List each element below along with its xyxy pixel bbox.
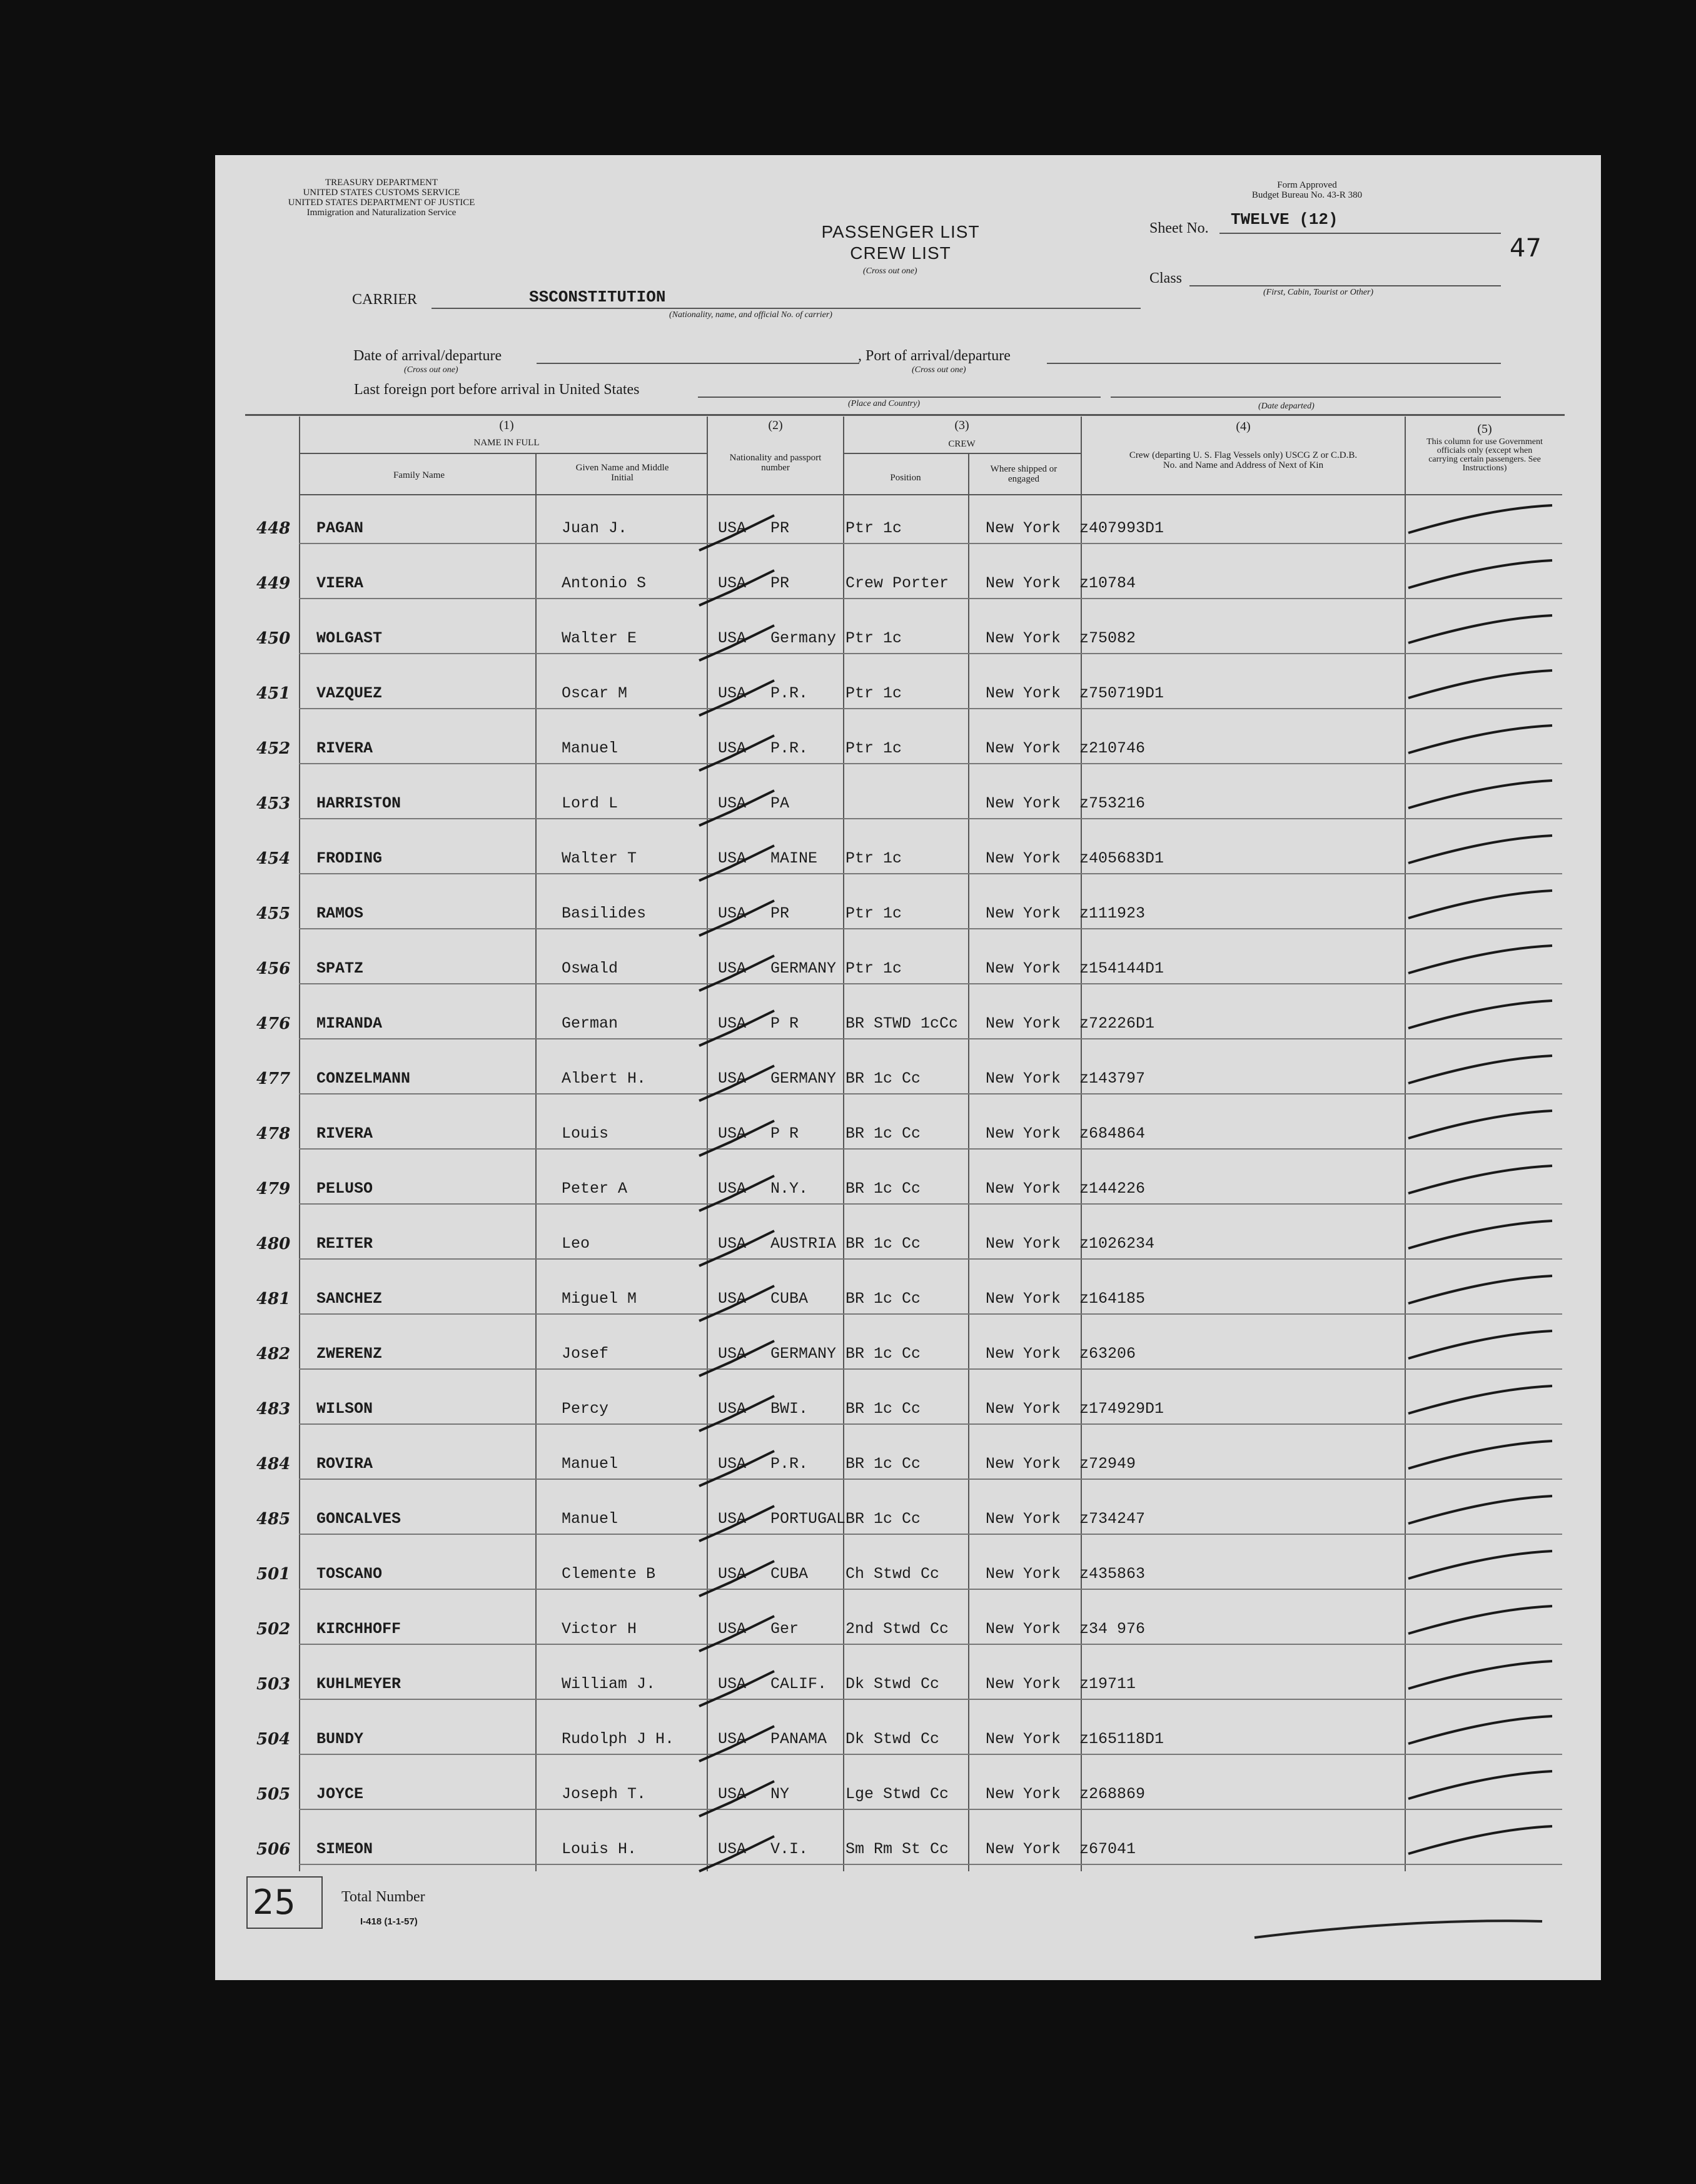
row-number: 504 [256, 1730, 291, 1749]
family-name: JOYCE [316, 1785, 364, 1803]
col5-number: (5) [1477, 422, 1492, 436]
passport-place: PA [770, 794, 790, 812]
given-name: Louis H. [562, 1840, 637, 1858]
row-rule [299, 1864, 1562, 1865]
col-divider-gov [1405, 417, 1406, 1871]
given-name: William J. [562, 1675, 656, 1693]
passport-place: MAINE [770, 849, 818, 867]
z-number: z210746 [1079, 739, 1146, 757]
col1-number: (1) [499, 418, 514, 432]
where-engaged: New York [986, 1125, 1061, 1143]
last-port-label: Last foreign port before arrival in United States [354, 382, 640, 398]
where-engaged: New York [986, 1785, 1061, 1803]
z-number: z154144D1 [1079, 959, 1164, 978]
nationality: USA [718, 1180, 747, 1198]
given-name: Josef [562, 1345, 609, 1363]
family-name: PELUSO [316, 1180, 373, 1198]
passport-place: PANAMA [770, 1730, 827, 1748]
position: BR 1c Cc [845, 1400, 921, 1418]
family-name: KUHLMEYER [316, 1675, 401, 1693]
row-rule [299, 818, 1562, 819]
family-name: RAMOS [316, 904, 364, 923]
family-name: PAGAN [316, 519, 364, 537]
table-top-rule [245, 414, 1565, 416]
z-number: z143797 [1079, 1069, 1146, 1088]
row-number: 448 [256, 519, 291, 538]
row-rule [299, 1644, 1562, 1645]
passport-place: Ger [770, 1620, 799, 1638]
passport-place: NY [770, 1785, 790, 1803]
family-name: GONCALVES [316, 1510, 401, 1528]
row-rule [299, 1093, 1562, 1095]
nationality: USA [718, 1069, 747, 1088]
family-name: CONZELMANN [316, 1069, 411, 1088]
z-number: z734247 [1079, 1510, 1146, 1528]
col-where-header: Where shipped or engaged [990, 464, 1057, 484]
row-number: 476 [256, 1014, 291, 1033]
where-engaged: New York [986, 1620, 1061, 1638]
position: Ch Stwd Cc [845, 1565, 940, 1583]
z-number: z19711 [1079, 1675, 1136, 1693]
row-number: 480 [256, 1235, 291, 1253]
row-rule [299, 543, 1562, 544]
z-number: z684864 [1079, 1125, 1146, 1143]
passport-place: BWI. [770, 1400, 809, 1418]
form-id: I-418 (1-1-57) [360, 1916, 418, 1927]
where-engaged: New York [986, 849, 1061, 867]
position: Sm Rm St Cc [845, 1840, 949, 1858]
col-divider-pos [843, 417, 844, 1871]
where-engaged: New York [986, 1675, 1061, 1693]
passport-place: N.Y. [770, 1180, 809, 1198]
nationality: USA [718, 1840, 747, 1858]
position: Ptr 1c [845, 519, 902, 537]
row-number: 501 [256, 1565, 291, 1584]
given-name: Walter E [562, 629, 637, 647]
nationality: USA [718, 1510, 747, 1528]
nationality: USA [718, 684, 747, 702]
row-rule [299, 1258, 1562, 1260]
dept-line-2: UNITED STATES CUSTOMS SERVICE [303, 188, 460, 198]
nationality: USA [718, 1235, 747, 1253]
z-number: z67041 [1079, 1840, 1136, 1858]
z-number: z405683D1 [1079, 849, 1164, 867]
nationality: USA [718, 519, 747, 537]
nationality: USA [718, 794, 747, 812]
col2-number: (2) [768, 418, 783, 432]
family-name: TOSCANO [316, 1565, 383, 1583]
date-departed-hint: (Date departed) [1258, 402, 1315, 411]
nationality: USA [718, 1014, 747, 1033]
col-divider-where [968, 454, 969, 1871]
where-engaged: New York [986, 1510, 1061, 1528]
row-rule [299, 763, 1562, 764]
row-number: 485 [256, 1510, 291, 1529]
row-number: 478 [256, 1125, 291, 1143]
passport-place: PR [770, 904, 790, 923]
class-label: Class [1149, 270, 1183, 286]
subhead-rule-3 [843, 453, 1081, 454]
row-number: 481 [256, 1290, 291, 1308]
row-number: 454 [256, 849, 291, 868]
z-number: z72226D1 [1079, 1014, 1155, 1033]
row-rule [299, 1148, 1562, 1150]
col-given-header: Given Name and Middle Initial [575, 463, 669, 483]
passport-place: PR [770, 519, 790, 537]
sheet-underline [1219, 233, 1501, 234]
row-number: 450 [256, 629, 291, 648]
given-name: Rudolph J H. [562, 1730, 675, 1748]
family-name: SIMEON [316, 1840, 373, 1858]
nationality: USA [718, 574, 747, 592]
carrier-value: SSCONSTITUTION [529, 288, 666, 306]
department-heading [250, 178, 513, 218]
position: BR 1c Cc [845, 1345, 921, 1363]
where-engaged: New York [986, 519, 1061, 537]
row-rule [299, 598, 1562, 599]
title-crew-list: CREW LIST [850, 243, 951, 263]
passport-place: GERMANY [770, 959, 837, 978]
given-name: Clemente B [562, 1565, 656, 1583]
row-rule [299, 1313, 1562, 1315]
nationality: USA [718, 904, 747, 923]
row-number: 449 [256, 574, 291, 593]
passport-place: P.R. [770, 739, 809, 757]
nationality: USA [718, 1675, 747, 1693]
where-engaged: New York [986, 1400, 1061, 1418]
page-number: 47 [1510, 234, 1542, 263]
z-number: z164185 [1079, 1290, 1146, 1308]
row-number: 484 [256, 1455, 291, 1474]
row-rule [299, 1534, 1562, 1535]
last-port-underline [698, 397, 1101, 398]
given-name: Louis [562, 1125, 609, 1143]
carrier-underline [432, 308, 1141, 309]
nationality: USA [718, 1620, 747, 1638]
position: BR 1c Cc [845, 1180, 921, 1198]
title-passenger-list: PASSENGER LIST [821, 222, 980, 241]
z-number: z10784 [1079, 574, 1136, 592]
row-rule [299, 873, 1562, 874]
where-engaged: New York [986, 739, 1061, 757]
row-number: 502 [256, 1620, 291, 1639]
col-divider-nat [707, 417, 708, 1871]
col-family-header: Family Name [393, 470, 445, 480]
passport-place: CALIF. [770, 1675, 827, 1693]
position: Ptr 1c [845, 629, 902, 647]
position: BR 1c Cc [845, 1235, 921, 1253]
given-name: Leo [562, 1235, 590, 1253]
header-bottom-rule [299, 494, 1562, 495]
family-name: KIRCHHOFF [316, 1620, 401, 1638]
family-name: WILSON [316, 1400, 373, 1418]
where-engaged: New York [986, 794, 1061, 812]
passport-place: P R [770, 1014, 799, 1033]
class-hint: (First, Cabin, Tourist or Other) [1263, 288, 1374, 297]
passport-place: CUBA [770, 1290, 809, 1308]
dept-line-3: UNITED STATES DEPARTMENT OF JUSTICE [288, 198, 475, 208]
given-name: Walter T [562, 849, 637, 867]
row-rule [299, 1589, 1562, 1590]
where-engaged: New York [986, 1455, 1061, 1473]
given-name: German [562, 1014, 618, 1033]
family-name: VAZQUEZ [316, 684, 383, 702]
family-name: ROVIRA [316, 1455, 373, 1473]
family-name: MIRANDA [316, 1014, 383, 1033]
given-name: Albert H. [562, 1069, 647, 1088]
where-engaged: New York [986, 684, 1061, 702]
z-number: z174929D1 [1079, 1400, 1164, 1418]
z-number: z34 976 [1079, 1620, 1146, 1638]
given-name: Manuel [562, 739, 618, 757]
row-rule [299, 1809, 1562, 1810]
nationality: USA [718, 1125, 747, 1143]
z-number: z1026234 [1079, 1235, 1155, 1253]
row-rule [299, 1754, 1562, 1755]
family-name: SPATZ [316, 959, 364, 978]
position: Dk Stwd Cc [845, 1675, 940, 1693]
nationality: USA [718, 1345, 747, 1363]
where-engaged: New York [986, 1730, 1061, 1748]
given-name: Percy [562, 1400, 609, 1418]
class-underline [1189, 285, 1501, 286]
position: BR 1c Cc [845, 1069, 921, 1088]
z-number: z75082 [1079, 629, 1136, 647]
given-name: Oscar M [562, 684, 628, 702]
col1-title: NAME IN FULL [473, 438, 540, 448]
z-number: z63206 [1079, 1345, 1136, 1363]
col-divider-left [299, 417, 300, 1871]
col4-title: Crew (departing U. S. Flag Vessels only) USCG Z or C.D.B. No. and Name and Address of Next of Kin [1129, 450, 1358, 470]
row-number: 452 [256, 739, 291, 758]
position: BR 1c Cc [845, 1125, 921, 1143]
nationality: USA [718, 849, 747, 867]
position: Ptr 1c [845, 904, 902, 923]
date-label: Date of arrival/departure [353, 348, 502, 364]
passport-place: V.I. [770, 1840, 809, 1858]
nationality: USA [718, 1400, 747, 1418]
row-number: 451 [256, 684, 291, 703]
port-hint: (Cross out one) [912, 365, 966, 375]
z-number: z144226 [1079, 1180, 1146, 1198]
position: Ptr 1c [845, 684, 902, 702]
passport-place: P R [770, 1125, 799, 1143]
position: Dk Stwd Cc [845, 1730, 940, 1748]
given-name: Lord L [562, 794, 618, 812]
family-name: SANCHEZ [316, 1290, 383, 1308]
dept-line-4: Immigration and Naturalization Service [306, 208, 457, 218]
where-engaged: New York [986, 574, 1061, 592]
position: Ptr 1c [845, 959, 902, 978]
position: Ptr 1c [845, 849, 902, 867]
document-page [215, 155, 1601, 1980]
where-engaged: New York [986, 1345, 1061, 1363]
row-number: 479 [256, 1180, 291, 1198]
col4-number: (4) [1236, 420, 1251, 433]
row-number: 483 [256, 1400, 291, 1418]
nationality: USA [718, 1455, 747, 1473]
given-name: Manuel [562, 1455, 618, 1473]
position: 2nd Stwd Cc [845, 1620, 949, 1638]
z-number: z268869 [1079, 1785, 1146, 1803]
position: Ptr 1c [845, 739, 902, 757]
port-label: , Port of arrival/departure [858, 348, 1011, 364]
nationality: USA [718, 1730, 747, 1748]
where-engaged: New York [986, 1290, 1061, 1308]
row-rule [299, 1203, 1562, 1205]
form-approved-line-1: Form Approved [1277, 180, 1337, 190]
where-engaged: New York [986, 959, 1061, 978]
position: BR 1c Cc [845, 1510, 921, 1528]
where-engaged: New York [986, 629, 1061, 647]
carrier-hint: (Nationality, name, and official No. of carrier) [669, 310, 832, 320]
nationality: USA [718, 739, 747, 757]
where-engaged: New York [986, 904, 1061, 923]
row-rule [299, 1368, 1562, 1370]
row-rule [299, 1699, 1562, 1700]
z-number: z407993D1 [1079, 519, 1164, 537]
sheet-label: Sheet No. [1149, 220, 1209, 236]
row-number: 503 [256, 1675, 291, 1694]
passport-place: CUBA [770, 1565, 809, 1583]
z-number: z111923 [1079, 904, 1146, 923]
passport-place: Germany [770, 629, 837, 647]
given-name: Antonio S [562, 574, 647, 592]
port-underline [1047, 363, 1501, 364]
where-engaged: New York [986, 1014, 1061, 1033]
nationality: USA [718, 1290, 747, 1308]
total-number-label: Total Number [341, 1889, 425, 1905]
family-name: WOLGAST [316, 629, 383, 647]
carrier-label: CARRIER [352, 291, 418, 308]
passport-place: P.R. [770, 1455, 809, 1473]
passport-place: PR [770, 574, 790, 592]
given-name: Victor H [562, 1620, 637, 1638]
col-divider-given [535, 454, 537, 1871]
given-name: Oswald [562, 959, 618, 978]
position: BR 1c Cc [845, 1290, 921, 1308]
form-approved-note [1244, 180, 1370, 200]
passport-place: AUSTRIA [770, 1235, 837, 1253]
z-number: z72949 [1079, 1455, 1136, 1473]
position: Crew Porter [845, 574, 949, 592]
row-rule [299, 708, 1562, 709]
col3-title: CREW [948, 439, 976, 449]
row-rule [299, 928, 1562, 929]
position: BR 1c Cc [845, 1455, 921, 1473]
z-number: z753216 [1079, 794, 1146, 812]
nationality: USA [718, 629, 747, 647]
family-name: RIVERA [316, 739, 373, 757]
row-number: 505 [256, 1785, 291, 1804]
nationality: USA [718, 1785, 747, 1803]
family-name: ZWERENZ [316, 1345, 383, 1363]
z-number: z750719D1 [1079, 684, 1164, 702]
col3-number: (3) [954, 418, 969, 432]
passport-place: GERMANY [770, 1069, 837, 1088]
where-engaged: New York [986, 1235, 1061, 1253]
col2-title: Nationality and passport number [729, 453, 822, 473]
passport-place: PORTUGAL [770, 1510, 846, 1528]
z-number: z435863 [1079, 1565, 1146, 1583]
date-departed-underline [1111, 397, 1501, 398]
title-cross-out-hint: (Cross out one) [863, 266, 917, 276]
row-number: 477 [256, 1069, 291, 1088]
col-position-header: Position [890, 473, 921, 483]
where-engaged: New York [986, 1180, 1061, 1198]
row-rule [299, 1423, 1562, 1425]
row-rule [299, 1479, 1562, 1480]
where-engaged: New York [986, 1069, 1061, 1088]
given-name: Miguel M [562, 1290, 637, 1308]
position: Lge Stwd Cc [845, 1785, 949, 1803]
sheet-value: TWELVE (12) [1231, 210, 1338, 229]
col5-title: This column for use Government officials only (except when carrying certain passengers. See Instructions) [1426, 437, 1543, 473]
z-number: z165118D1 [1079, 1730, 1164, 1748]
row-number: 455 [256, 904, 291, 923]
family-name: HARRISTON [316, 794, 401, 812]
family-name: RIVERA [316, 1125, 373, 1143]
where-engaged: New York [986, 1840, 1061, 1858]
row-number: 482 [256, 1345, 291, 1363]
form-approved-line-2: Budget Bureau No. 43-R 380 [1251, 190, 1363, 200]
date-hint: (Cross out one) [404, 365, 458, 375]
nationality: USA [718, 1565, 747, 1583]
given-name: Joseph T. [562, 1785, 647, 1803]
total-count-value: 25 [253, 1883, 296, 1922]
where-engaged: New York [986, 1565, 1061, 1583]
passport-place: P.R. [770, 684, 809, 702]
row-number: 453 [256, 794, 291, 813]
passport-place: GERMANY [770, 1345, 837, 1363]
given-name: Juan J. [562, 519, 628, 537]
row-rule [299, 1038, 1562, 1039]
place-hint: (Place and Country) [848, 399, 921, 408]
nationality: USA [718, 959, 747, 978]
family-name: VIERA [316, 574, 364, 592]
row-rule [299, 983, 1562, 984]
dept-line-1: TREASURY DEPARTMENT [325, 178, 438, 188]
row-rule [299, 653, 1562, 654]
given-name: Peter A [562, 1180, 628, 1198]
row-number: 456 [256, 959, 291, 978]
family-name: FRODING [316, 849, 383, 867]
subhead-rule-1 [299, 453, 707, 454]
family-name: BUNDY [316, 1730, 364, 1748]
row-number: 506 [256, 1840, 291, 1859]
given-name: Manuel [562, 1510, 618, 1528]
family-name: REITER [316, 1235, 373, 1253]
position: BR STWD 1cCc [845, 1014, 959, 1033]
date-underline [537, 363, 859, 364]
given-name: Basilides [562, 904, 647, 923]
